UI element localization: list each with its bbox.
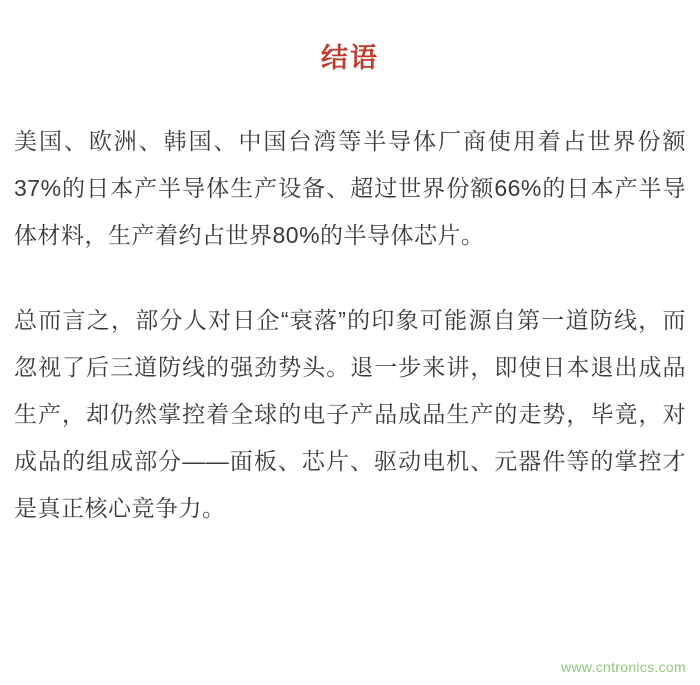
article-paragraph-2: 总而言之，部分人对日企“衰落”的印象可能源自第一道防线，而忽视了后三道防线的强劲势头。退一步来讲，即使日本退出成品生产，却仍然掌控着全球的电子产品成品生产的走势，毕竟，对成品的组成部分——面板、芯片、驱动电机、元器件等的掌控才是真正核心竞争力。 bbox=[14, 307, 686, 522]
site-watermark: www.cntronics.com bbox=[561, 659, 686, 675]
article-paragraph-1: 美国、欧洲、韩国、中国台湾等半导体厂商使用着占世界份额37%的日本产半导体生产设备、超过世界份额66%的日本产半导体材料，生产着约占世界80%的半导体芯片。 bbox=[14, 128, 686, 249]
page-title: 结语 bbox=[321, 43, 379, 73]
